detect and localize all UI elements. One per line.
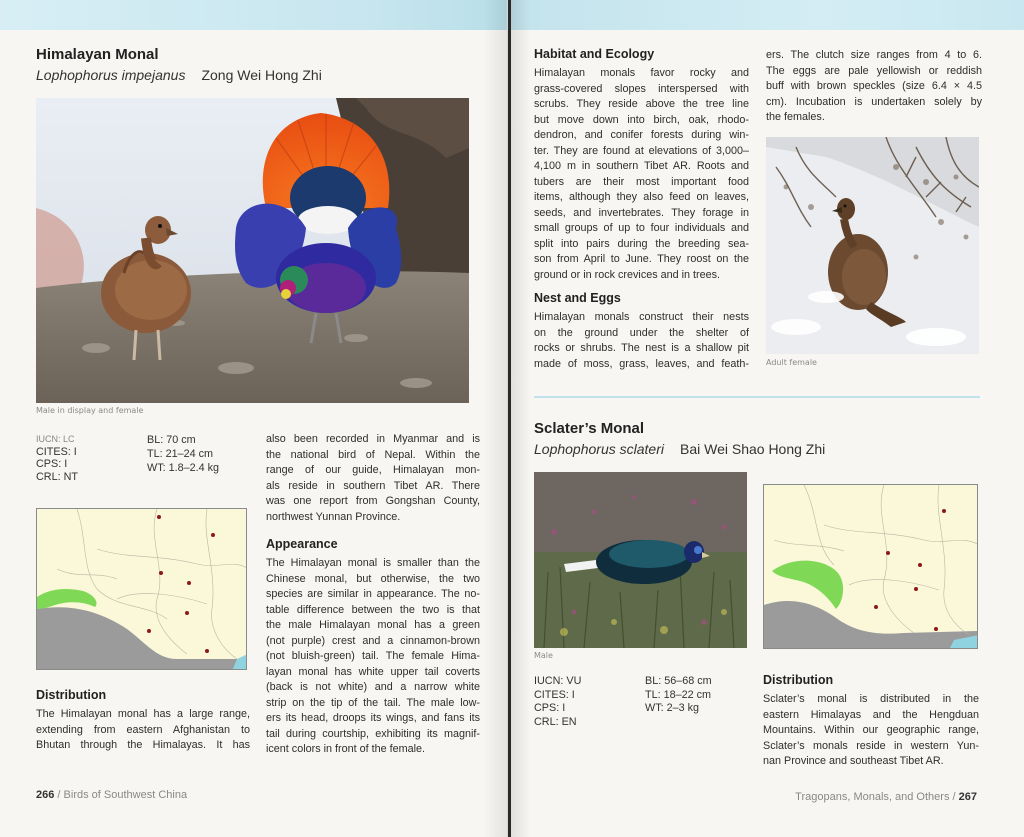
gutter-shadow <box>511 0 531 837</box>
text-line: Himalayan monals favor rocky and <box>534 67 749 79</box>
text-line: als reside in southern Tibet AR. There <box>266 479 480 492</box>
text-line: ers its head, droops its wings, and fans its <box>266 712 480 724</box>
text-line: son from April to June. They roost on the <box>534 253 749 265</box>
top-color-band <box>0 0 507 30</box>
text-line: icent colors in front of the female. <box>266 743 426 755</box>
cps-status: CPS: I <box>36 458 68 470</box>
measurements <box>147 433 257 475</box>
scientific-name: Lophophorus impejanus <box>36 67 186 83</box>
folio-separator: / <box>57 789 61 801</box>
conservation-status <box>36 433 146 483</box>
species-title: Himalayan Monal <box>36 46 159 63</box>
text-line: small groups of up to four individuals and <box>534 222 749 234</box>
page-number: 266 <box>36 789 55 801</box>
himalayan-monal-photo <box>36 98 469 403</box>
habitat-heading: Habitat and Ecology <box>534 47 655 61</box>
photo-caption: Male in display and female <box>36 406 144 415</box>
sclaters-monal-illustration <box>534 472 747 648</box>
section-divider <box>534 396 980 398</box>
text-line: ers. The clutch size ranges from 4 to 6. <box>766 49 982 61</box>
cps-status: CPS: I <box>534 702 566 714</box>
nest-heading: Nest and Eggs <box>534 291 621 305</box>
right-folio <box>795 791 977 803</box>
folio-separator: / <box>952 791 956 803</box>
text-line: ter. They are found at elevations of 3,000– <box>534 144 749 157</box>
cites-status: CITES: I <box>36 445 77 458</box>
sclaters-monal-range-map <box>763 484 978 649</box>
weight: WT: 1.8–2.4 kg <box>147 462 220 474</box>
left-folio <box>36 789 187 801</box>
running-head: Birds of Southwest China <box>63 789 188 801</box>
text-line: layan monal has white upper tail coverts <box>266 665 480 678</box>
text-line: nan Province and southeast Tibet AR. <box>763 755 944 767</box>
conservation-status <box>534 675 644 729</box>
nest-continued-text <box>766 48 982 126</box>
species-names-line <box>36 67 322 83</box>
text-line: also been recorded in Myanmar and is <box>266 433 480 445</box>
cites-status: CITES: I <box>534 688 575 701</box>
text-line: Himalayan monals construct their nests <box>534 311 749 323</box>
iucn-status: IUCN: LC <box>36 434 75 444</box>
text-line: tubers are their most important food <box>534 175 749 188</box>
text-line: split into pairs during the breeding sea- <box>534 237 749 250</box>
text-line: species are similar in appearance. The no- <box>266 588 480 600</box>
text-line: The Himalayan monal is smaller than the <box>266 557 480 569</box>
weight: WT: 2–3 kg <box>645 702 700 714</box>
running-head: Tragopans, Monals, and Others <box>795 791 950 803</box>
text-line: tail during courtship, exhibiting its magnif- <box>266 727 480 740</box>
text-line: The eggs are pale yellowish or reddish <box>766 64 982 77</box>
text-line: Mountains. Within our geographic range, <box>763 724 979 736</box>
crl-status: CRL: NT <box>36 470 78 483</box>
tail-length: TL: 18–22 cm <box>645 688 712 701</box>
text-line: strip on the tip of the tail. The male low- <box>266 696 480 709</box>
iucn-status: IUCN: VU <box>534 675 582 687</box>
page-number: 267 <box>958 791 977 803</box>
text-line: was one report from Gongshan County, <box>266 495 480 507</box>
text-line: scrubs. They reside above the tree line <box>534 98 749 110</box>
text-line: eastern Himalayas and the Hengduan <box>763 708 979 721</box>
distribution-text <box>763 692 979 770</box>
chinese-name: Bai Wei Shao Hong Zhi <box>679 441 826 457</box>
species-title: Sclater’s Monal <box>534 420 645 437</box>
left-page <box>0 0 508 837</box>
distribution-continued-text <box>266 432 480 525</box>
species-names-line <box>534 441 825 457</box>
scientific-name: Lophophorus sclateri <box>534 441 664 457</box>
text-line: items, although they also feed on leaves, <box>534 191 749 203</box>
range-map-graphic <box>37 509 247 670</box>
text-line: The Himalayan monal has a large range, <box>36 708 250 720</box>
text-line: (not bluish-green) tail. The female Hima- <box>266 650 480 662</box>
habitat-text <box>534 66 749 283</box>
text-line: (back is not white) and a narrow white <box>266 681 480 693</box>
body-length: BL: 70 cm <box>147 434 196 446</box>
range-map-graphic <box>764 485 978 649</box>
female-photo-caption: Adult female <box>766 358 817 367</box>
text-line: on the ground under the shelter of <box>534 326 749 339</box>
text-line: the national bird of Nepal. Within the <box>266 448 480 461</box>
nest-text <box>534 310 749 372</box>
text-line: (not purple) crest and a cinnamon-brown <box>266 634 480 647</box>
appearance-text <box>266 556 480 758</box>
text-line: ground or in rock crevices and in trees. <box>534 268 721 281</box>
text-line: Sclater’s monal is distributed in the <box>763 693 979 705</box>
text-line: cm). Incubation is undertaken solely by <box>766 95 982 108</box>
text-line: northwest Yunnan Province. <box>266 510 401 523</box>
text-line: seeds, and invertebrates. They forage in <box>534 206 749 219</box>
photo-caption: Male <box>534 651 553 660</box>
text-line: rocks or shrubs. The nest is a shallow pit <box>534 342 749 354</box>
measurements <box>645 675 755 716</box>
distribution-heading: Distribution <box>36 688 107 702</box>
sclaters-monal-photo <box>534 472 747 648</box>
himalayan-monal-range-map <box>36 508 247 670</box>
adult-female-photo <box>766 137 979 354</box>
adult-female-illustration <box>766 137 979 354</box>
text-line: made of moss, grass, leaves, and feath- <box>534 357 749 370</box>
distribution-heading: Distribution <box>763 673 834 687</box>
crl-status: CRL: EN <box>534 715 577 728</box>
text-line: table difference between the two is that <box>266 603 480 616</box>
right-page <box>511 0 1024 837</box>
text-line: grass-covered slopes interspersed with <box>534 82 749 95</box>
text-line: buff with brown speckles (size 6.4 × 4.5 <box>766 80 982 92</box>
tail-length: TL: 21–24 cm <box>147 448 214 460</box>
appearance-heading: Appearance <box>266 537 338 551</box>
top-color-band <box>511 0 1024 30</box>
text-line: Sclater’s monals reside in western Yun- <box>763 739 979 752</box>
text-line: Bhutan through the Himalayas. It has <box>36 739 250 751</box>
text-line: the male Himalayan monal has a green <box>266 619 480 631</box>
text-line: dendron, and conifer forests during win- <box>534 129 749 141</box>
himalayan-monal-illustration <box>36 98 469 403</box>
chinese-name: Zong Wei Hong Zhi <box>201 67 322 83</box>
text-line: extending from eastern Afghanistan to <box>36 723 250 736</box>
body-length: BL: 56–68 cm <box>645 675 712 687</box>
text-line: 4,100 m in southern Tibet AR. Roots and <box>534 160 749 172</box>
text-line: but move down into birch, oak, rhodo- <box>534 113 749 126</box>
text-line: Chinese monal, but otherwise, the two <box>266 572 480 585</box>
text-line: the females. <box>766 111 825 123</box>
gutter-shadow <box>483 0 507 837</box>
distribution-text <box>36 707 250 754</box>
text-line: range of our guide, Himalayan mon- <box>266 464 480 476</box>
